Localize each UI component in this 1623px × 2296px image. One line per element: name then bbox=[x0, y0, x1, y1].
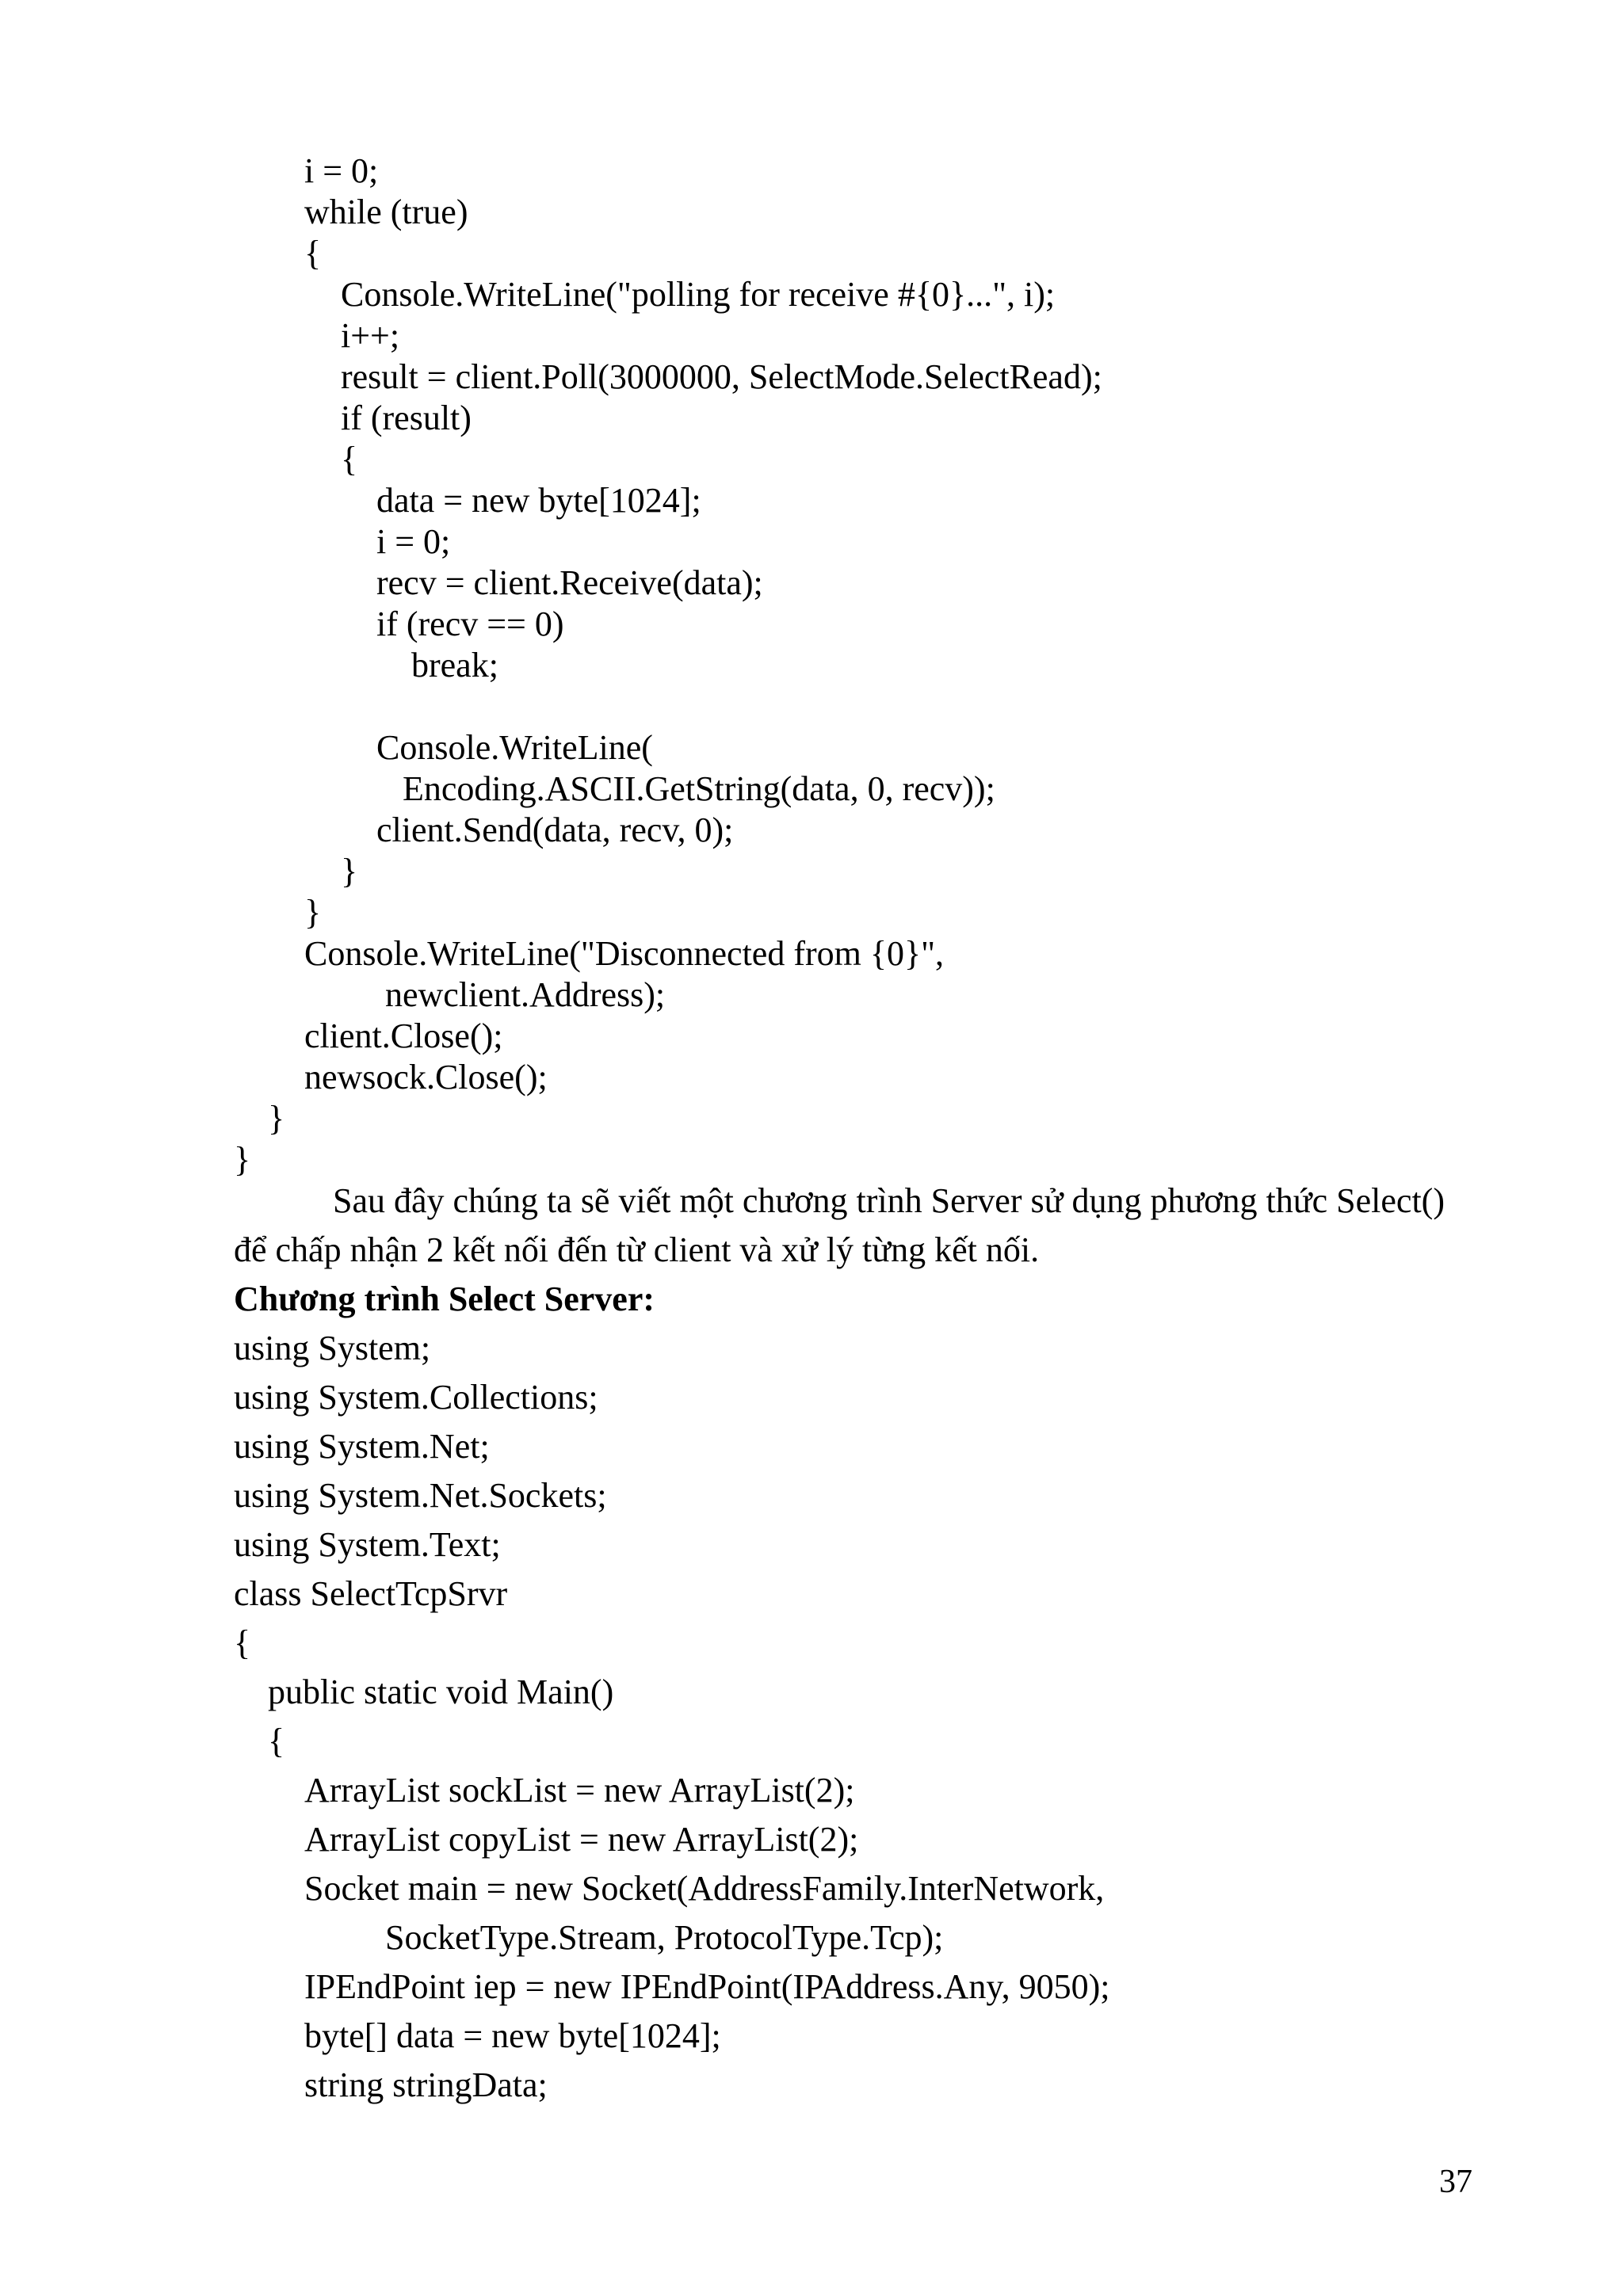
code-line: { bbox=[304, 234, 322, 273]
code-line: } bbox=[268, 1099, 285, 1138]
code-line: i = 0; bbox=[376, 522, 451, 561]
code-line: using System.Collections; bbox=[234, 1378, 598, 1417]
code-line: public static void Main() bbox=[268, 1672, 614, 1711]
code-line: { bbox=[268, 1722, 285, 1760]
code-line: string stringData; bbox=[304, 2065, 548, 2104]
code-line: using System.Net; bbox=[234, 1427, 490, 1466]
code-line: i = 0; bbox=[304, 151, 379, 190]
code-line: if (recv == 0) bbox=[376, 605, 564, 643]
code-line: client.Close(); bbox=[304, 1016, 503, 1055]
code-line: newsock.Close(); bbox=[304, 1058, 548, 1097]
code-line: if (result) bbox=[341, 399, 472, 437]
section-heading: Chương trình Select Server: bbox=[234, 1280, 655, 1318]
code-line: using System; bbox=[234, 1329, 431, 1367]
code-line: } bbox=[341, 852, 358, 891]
code-line: SocketType.Stream, ProtocolType.Tcp); bbox=[385, 1918, 944, 1957]
code-line: result = client.Poll(3000000, SelectMode.SelectRead); bbox=[341, 357, 1102, 396]
code-line: IPEndPoint iep = new IPEndPoint(IPAddress.Any, 9050); bbox=[304, 1967, 1110, 2006]
code-line: ArrayList sockList = new ArrayList(2); bbox=[304, 1771, 855, 1810]
code-line: { bbox=[234, 1623, 251, 1662]
code-line: Socket main = new Socket(AddressFamily.InterNetwork, bbox=[304, 1869, 1105, 1908]
code-line: client.Send(data, recv, 0); bbox=[376, 810, 734, 849]
code-line: newclient.Address); bbox=[385, 975, 666, 1014]
code-line: break; bbox=[411, 646, 498, 685]
code-line: } bbox=[234, 1140, 251, 1179]
code-line: Console.WriteLine("polling for receive #{0}...", i); bbox=[341, 275, 1056, 314]
page-number: 37 bbox=[1439, 2164, 1472, 2200]
code-line: ArrayList copyList = new ArrayList(2); bbox=[304, 1820, 859, 1859]
code-line: while (true) bbox=[304, 193, 468, 231]
code-line: Console.WriteLine( bbox=[376, 728, 653, 767]
code-line: { bbox=[341, 440, 358, 479]
code-line: Encoding.ASCII.GetString(data, 0, recv)); bbox=[403, 769, 995, 808]
code-line: data = new byte[1024]; bbox=[376, 481, 701, 520]
code-line: } bbox=[304, 893, 322, 932]
paragraph-line-2: để chấp nhận 2 kết nối đến từ client và xử lý từng kết nối. bbox=[234, 1230, 1040, 1269]
code-line: i++; bbox=[341, 316, 400, 355]
code-line: byte[] data = new byte[1024]; bbox=[304, 2016, 721, 2055]
code-line: using System.Net.Sockets; bbox=[234, 1476, 607, 1515]
paragraph-line-1: Sau đây chúng ta sẽ viết một chương trình Server sử dụng phương thức Select() bbox=[333, 1181, 1445, 1220]
code-line: class SelectTcpSrvr bbox=[234, 1574, 508, 1613]
code-line: Console.WriteLine("Disconnected from {0}", bbox=[304, 934, 945, 973]
code-line: recv = client.Receive(data); bbox=[376, 563, 763, 602]
code-line: using System.Text; bbox=[234, 1525, 501, 1564]
